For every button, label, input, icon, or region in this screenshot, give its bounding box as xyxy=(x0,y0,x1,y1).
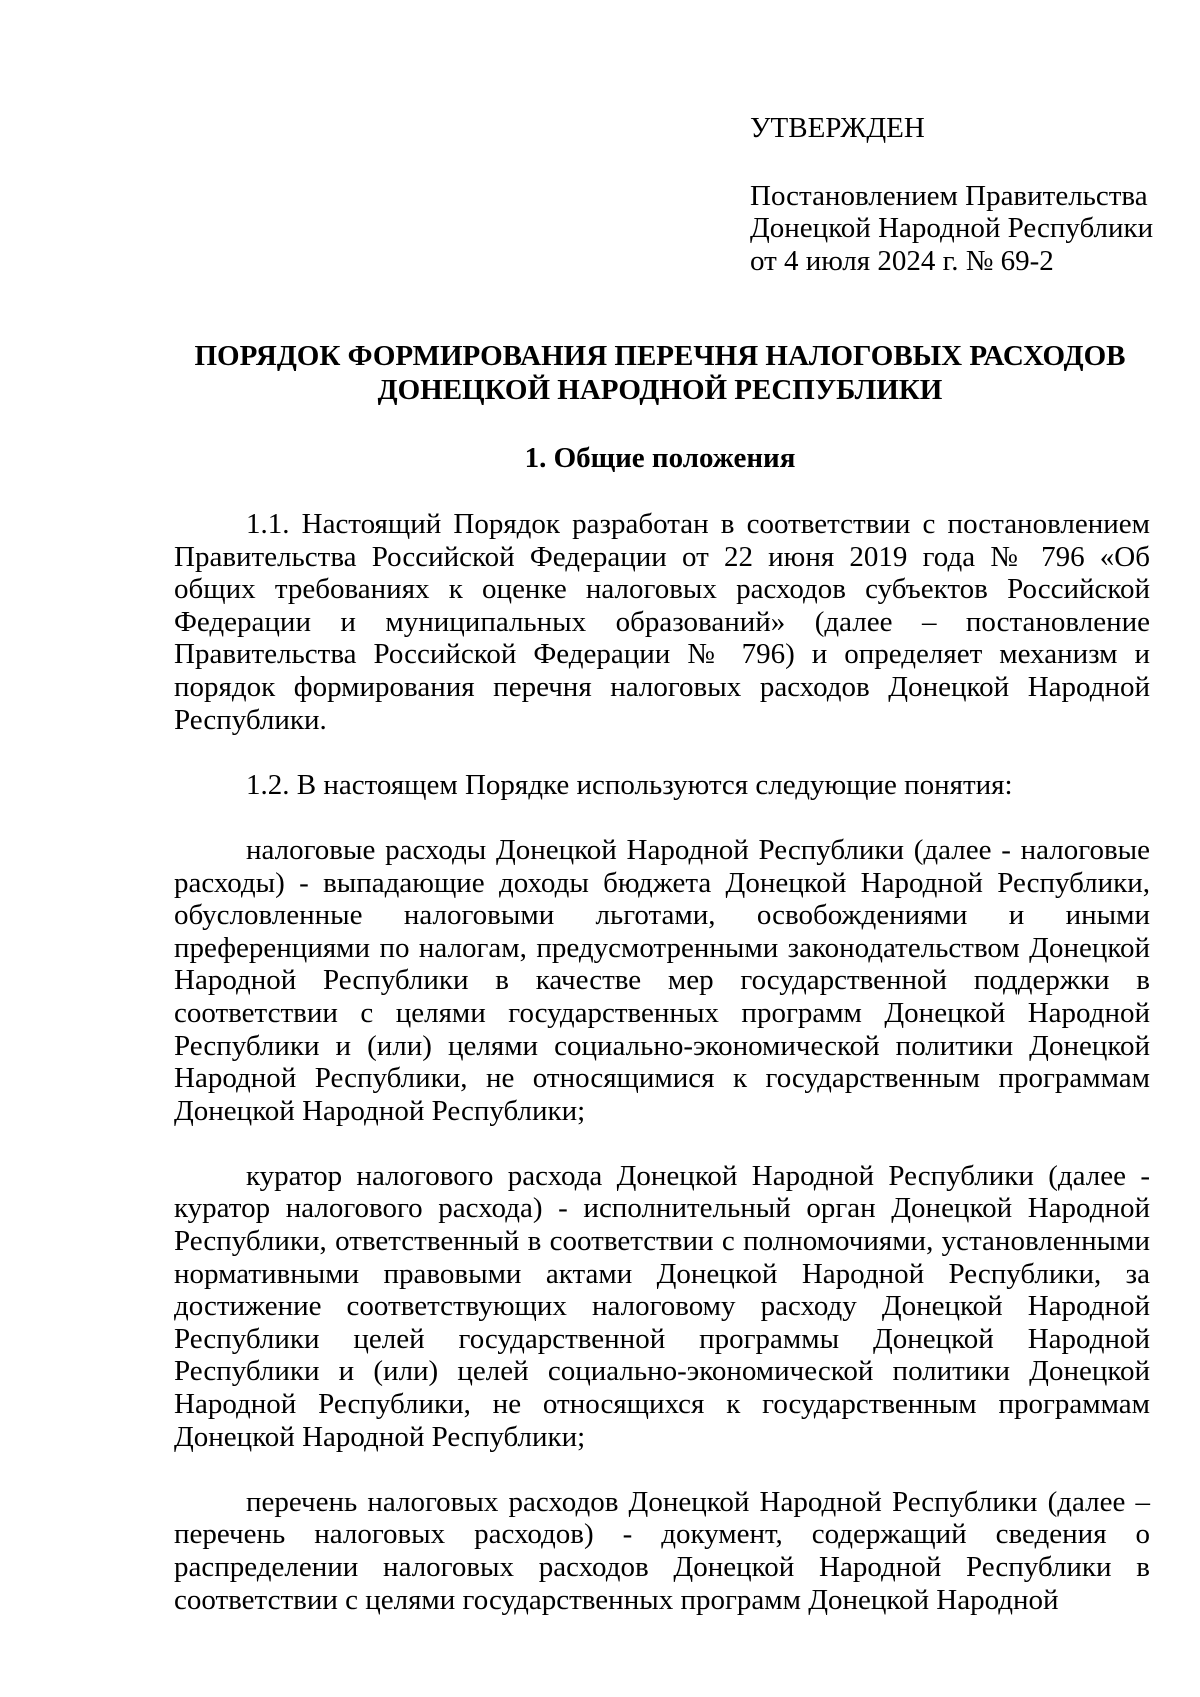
approval-status: УТВЕРЖДЕН xyxy=(750,112,925,144)
document-title-line-2: ДОНЕЦКОЙ НАРОДНОЙ РЕСПУБЛИКИ xyxy=(377,374,943,406)
paragraph-1-2: 1.2. В настоящем Порядке используются следующие понятия: xyxy=(246,768,1013,801)
definition-tax-expenses: налоговые расходы Донецкой Народной Республики (далее - налоговые расходы) - выпадающие доходы бюджета Донецкой Народной Республики, обусловленные налоговыми льготами, освобождениями и иными преференциями по налогам, предусмотренными законодательством Донецкой Народной Республики в качестве мер государственной поддержки в соответствии с целями государственных программ Донецкой Народной Республики и (или) целями социально-экономической политики Донецкой Народной Республики, не относящимися к государственным программам Донецкой Народной Республики; xyxy=(174,833,1150,1127)
document-body xyxy=(174,508,1150,1616)
approval-line-2: Донецкой Народной Республики xyxy=(750,212,1154,245)
section-heading: 1. Общие положения xyxy=(524,442,796,474)
document-title-line-1: ПОРЯДОК ФОРМИРОВАНИЯ ПЕРЕЧНЯ НАЛОГОВЫХ РАСХОДОВ xyxy=(194,340,1126,372)
paragraph-1-1: 1.1. Настоящий Порядок разработан в соответствии с постановлением Правительства Российской Федерации от 22 июня 2019 года № 796 «Об общих требованиях к оценке налоговых расходов субъектов Российской Федерации и муниципальных образований» (далее – постановление Правительства Российской Федерации № 796) и определяет механизм и порядок формирования перечня налоговых расходов Донецкой Народной Республики. xyxy=(174,508,1150,736)
approval-line-3: от 4 июля 2024 г. № 69-2 xyxy=(750,244,1054,277)
document-title xyxy=(120,339,1200,407)
definition-tax-expense-curator: куратор налогового расхода Донецкой Народной Республики (далее - куратор налогового расхода) - исполнительный орган Донецкой Народной Республики, ответственный в соответствии с полномочиями, установленными нормативными правовыми актами Донецкой Народной Республики, за достижение соответствующих налоговому расходу Донецкой Народной Республики целей государственной программы Донецкой Народной Республики и (или) целей социально-экономической политики Донецкой Народной Республики, не относящихся к государственным программам Донецкой Народной Республики; xyxy=(174,1159,1150,1453)
approval-line-1: Постановлением Правительства xyxy=(750,179,1148,212)
approval-stamp-block xyxy=(750,112,1170,277)
spacer xyxy=(750,145,1170,180)
definition-tax-expense-list: перечень налоговых расходов Донецкой Народной Республики (далее – перечень налоговых расходов) - документ, содержащий сведения о распределении налоговых расходов Донецкой Народной Республики в соответствии с целями государственных программ Донецкой Народной xyxy=(174,1485,1150,1616)
